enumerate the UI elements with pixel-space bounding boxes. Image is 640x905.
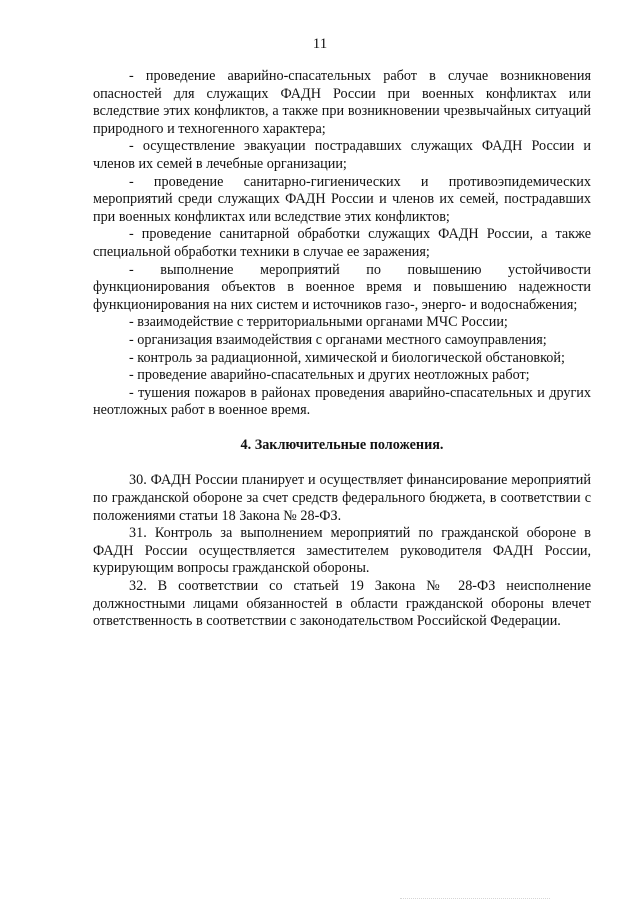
list-item: - выполнение мероприятий по повышению устойчивости функционирования объектов в военное время и повышению надежности функционирования на них систем и источников газо-, энерго- и водоснабжения; [93, 261, 591, 313]
list-item: - осуществление эвакуации пострадавших служащих ФАДН России и членов их семей в лечебные организации; [93, 138, 591, 172]
list-item: - взаимодействие с территориальными органами МЧС России; [129, 314, 508, 331]
list-item: - контроль за радиационной, химической и биологической обстановкой; [129, 349, 565, 366]
list-item: - тушения пожаров в районах проведения аварийно-спасательных и других неотложных работ в военное время. [93, 384, 591, 419]
list-item: - проведение санитарной обработки служащих ФАДН России, а также специальной обработки техники в случае ее заражения; [93, 226, 591, 260]
list-item: - проведение аварийно-спасательных и других неотложных работ; [129, 367, 530, 384]
scan-artifact [400, 898, 550, 903]
document-body [93, 68, 591, 631]
list-item: - проведение санитарно-гигиенических и противоэпидемических мероприятий среди служащих ФАДН России и членов их семей, пострадавших при военных конфликтах или вследствие этих конфликтов; [93, 173, 591, 225]
numbered-paragraph: 32. В соответствии со статьей 19 Закона № 28-ФЗ неисполнение должностными лицами обязанностей в области гражданской обороны влечет ответственность в соответствии с законодательством Российской Федерации. [93, 578, 591, 630]
list-item: - проведение аварийно-спасательных работ в случае возникновения опасностей для служащих ФАДН России при военных конфликтах или вследствие этих конфликтов, а также при возникновении чрезвычайных ситуаций природного и техногенного характера; [93, 68, 591, 137]
list-item: - организация взаимодействия с органами местного самоуправления; [129, 331, 547, 348]
page-number: 11 [312, 36, 328, 52]
numbered-paragraph: 31. Контроль за выполнением мероприятий по гражданской обороне в ФАДН России осуществляется заместителем руководителя ФАДН России, курирующим вопросы гражданской обороны. [93, 525, 591, 577]
section-heading: 4. Заключительные положения. [240, 436, 444, 453]
numbered-paragraph: 30. ФАДН России планирует и осуществляет финансирование мероприятий по гражданской обороне за счет средств федерального бюджета, в соответствии с положениями статьи 18 Закона № 28-ФЗ. [93, 472, 591, 524]
